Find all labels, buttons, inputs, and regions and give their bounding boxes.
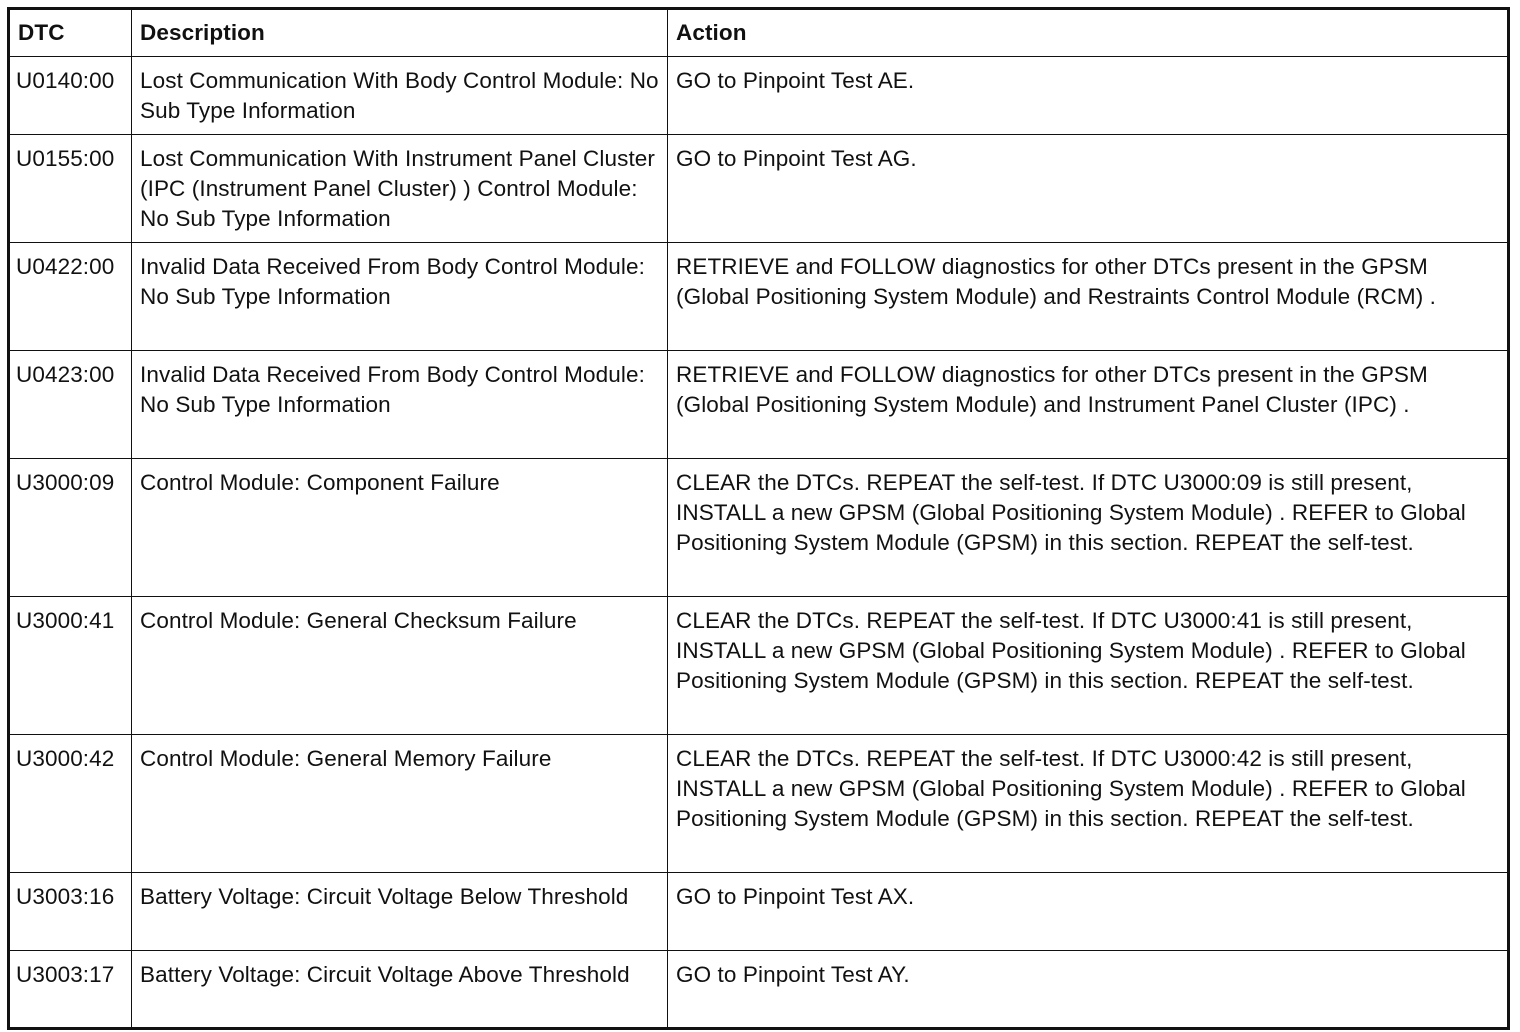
table-row [9,57,1509,135]
table-row [9,135,1509,243]
dtc-action: GO to Pinpoint Test AX. [668,873,1509,951]
dtc-code: U3000:09 [9,459,132,597]
table-row [9,351,1509,459]
dtc-description: Control Module: General Memory Failure [132,735,668,873]
header-action: Action [668,9,1509,57]
table-row [9,459,1509,597]
dtc-action: GO to Pinpoint Test AY. [668,951,1509,1029]
dtc-description: Battery Voltage: Circuit Voltage Above Threshold [132,951,668,1029]
dtc-description: Invalid Data Received From Body Control Module: No Sub Type Information [132,243,668,351]
dtc-description: Lost Communication With Instrument Panel Cluster (IPC (Instrument Panel Cluster) ) Control Module: No Sub Type Information [132,135,668,243]
table-row [9,243,1509,351]
header-description: Description [132,9,668,57]
dtc-action: GO to Pinpoint Test AG. [668,135,1509,243]
dtc-description: Control Module: General Checksum Failure [132,597,668,735]
dtc-action: CLEAR the DTCs. REPEAT the self-test. If DTC U3000:09 is still present, INSTALL a new GPSM (Global Positioning System Module) . REFER to Global Positioning System Module (GPSM) in this section. REPEAT the self-test. [668,459,1509,597]
dtc-description: Lost Communication With Body Control Module: No Sub Type Information [132,57,668,135]
table-row [9,951,1509,1029]
header-row [9,9,1509,57]
dtc-description: Battery Voltage: Circuit Voltage Below Threshold [132,873,668,951]
header-dtc: DTC [9,9,132,57]
dtc-description: Invalid Data Received From Body Control Module: No Sub Type Information [132,351,668,459]
dtc-code: U0140:00 [9,57,132,135]
table-row [9,873,1509,951]
dtc-action: RETRIEVE and FOLLOW diagnostics for other DTCs present in the GPSM (Global Positioning System Module) and Instrument Panel Cluster (IPC) . [668,351,1509,459]
dtc-code: U0423:00 [9,351,132,459]
dtc-table [7,7,1510,1030]
dtc-code: U0422:00 [9,243,132,351]
dtc-description: Control Module: Component Failure [132,459,668,597]
dtc-action: CLEAR the DTCs. REPEAT the self-test. If DTC U3000:42 is still present, INSTALL a new GPSM (Global Positioning System Module) . REFER to Global Positioning System Module (GPSM) in this section. REPEAT the self-test. [668,735,1509,873]
dtc-code: U3000:42 [9,735,132,873]
dtc-action: RETRIEVE and FOLLOW diagnostics for other DTCs present in the GPSM (Global Positioning System Module) and Restraints Control Module (RCM) . [668,243,1509,351]
table-row [9,735,1509,873]
dtc-action: GO to Pinpoint Test AE. [668,57,1509,135]
table-row [9,597,1509,735]
dtc-code: U0155:00 [9,135,132,243]
dtc-code: U3003:16 [9,873,132,951]
dtc-action: CLEAR the DTCs. REPEAT the self-test. If DTC U3000:41 is still present, INSTALL a new GPSM (Global Positioning System Module) . REFER to Global Positioning System Module (GPSM) in this section. REPEAT the self-test. [668,597,1509,735]
dtc-code: U3000:41 [9,597,132,735]
dtc-code: U3003:17 [9,951,132,1029]
